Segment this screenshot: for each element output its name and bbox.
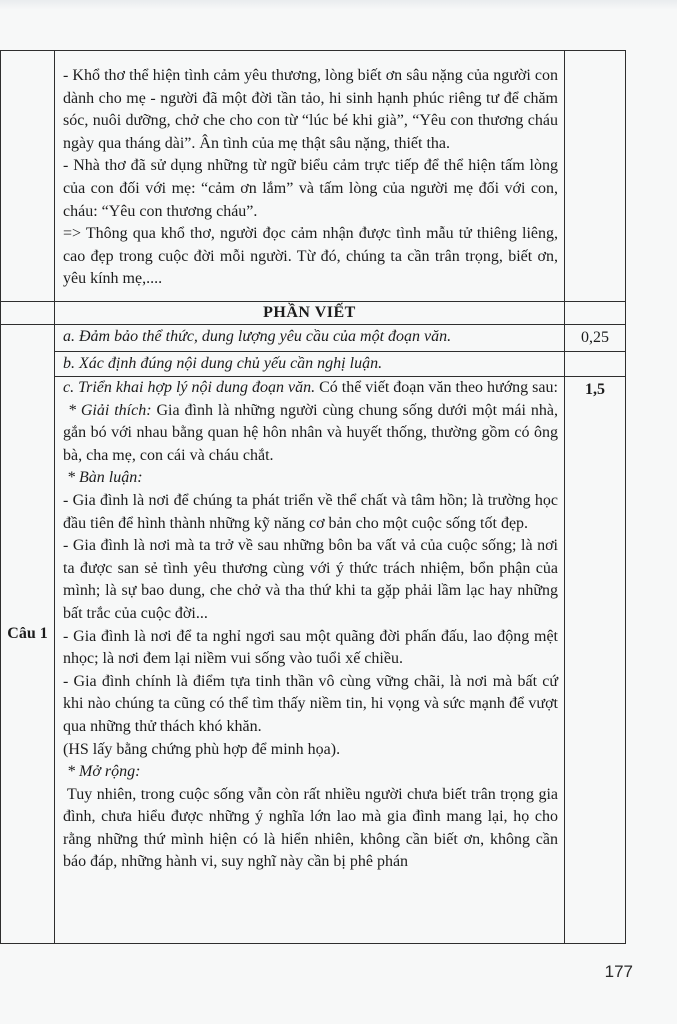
explain-text: Gia đình là những người cùng chung sống dưới một mái nhà, gắn bó với nhau bằng quan hệ hôn nhân và huyết thống, thường gồm có ông bà, cha mẹ, con cái và cháu chắt.: [63, 401, 559, 464]
criterion-c-row: [1, 377, 626, 944]
criterion-c-cell: [55, 377, 565, 944]
section-right-cell: [565, 302, 626, 325]
criterion-a-score: 0,25: [565, 325, 626, 352]
page-number: 177: [604, 962, 633, 981]
section-left-cell: [1, 302, 55, 325]
criterion-b: b. Xác định đúng nội dung chủ yếu cần nghị luận.: [55, 352, 565, 377]
reading-paragraph-1: - Khổ thơ thể hiện tình cảm yêu thương, lòng biết ơn sâu nặng của người con dành cho mẹ - người đã một đời tần tảo, hi sinh hạnh phúc riêng tư để chăm sóc, nuôi dưỡng, chở che cho con từ “lúc bé khi già”, “Yêu con thương cháu ngày qua tháng dài”. Ân tình của mẹ thật sâu nặng, thiết tha.: [63, 67, 558, 152]
criterion-a: a. Đảm bảo thể thức, dung lượng yêu cầu của một đoạn văn.: [55, 325, 565, 352]
criterion-c-heading-italic: c. Triển khai hợp lý nội dung đoạn văn.: [63, 379, 316, 396]
extend-text: Tuy nhiên, trong cuộc sống vẫn còn rất nhiều người chưa biết trân trọng gia đình, chưa hiểu được những ý nghĩa lớn lao mà gia đình mang lại, họ cho rằng những thứ mình hiện có là hiển nhiên, không cần biết ơn, không cần báo đáp, những hành vi, suy nghĩ này cần bị phê phán: [63, 785, 558, 871]
discuss-note: (HS lấy bằng chứng phù hợp để minh họa).: [63, 740, 341, 758]
criterion-b-row: [1, 352, 626, 377]
reading-paragraph-2: - Nhà thơ đã sử dụng những từ ngữ biểu cảm trực tiếp để thể hiện tấm lòng của con đối với mẹ: “cảm ơn lắm” và tấm lòng của người mẹ đối với con, cháu: “Yêu con thương cháu”.: [63, 157, 558, 220]
criterion-c-heading: [63, 377, 558, 400]
criterion-b-score: [565, 352, 626, 377]
reading-question-cell: [1, 51, 55, 302]
discuss-label: * Bàn luận:: [67, 469, 143, 487]
discuss-point-1: - Gia đình là nơi để chúng ta phát triển về thể chất và tâm hồn; là trường học đầu tiên để hình thành những kỹ năng cơ bản cho một cuộc sống tốt đẹp.: [63, 491, 558, 532]
explain-paragraph: [63, 400, 558, 468]
reading-score-cell: [565, 51, 626, 302]
section-title: PHẦN VIẾT: [55, 302, 565, 325]
discuss-point-2: - Gia đình là nơi mà ta trở về sau những bôn ba vất vả của cuộc sống; là nơi ta được san sẻ tình yêu thương cùng với ý thức trách nhiệm, bổn phận của mình; là sự bao dung, che chở và tha thứ khi ta gặp phải lầm lạc hay những bất trắc của cuộc đời...: [63, 537, 558, 622]
discuss-point-3: - Gia đình là nơi để ta nghỉ ngơi sau một quãng đời phấn đấu, lao động mệt nhọc; là nơi đem lại niềm vui sống vào tuổi xế chiều.: [63, 627, 558, 668]
explain-label: * Giải thích:: [67, 401, 152, 419]
discuss-point-4: - Gia đình chính là điểm tựa tinh thần vô cùng vững chãi, là nơi mà bất cứ khi nào chúng ta cũng có thể tìm thấy niềm tin, hi vọng và sức mạnh để vượt qua những thử thách khó khăn.: [63, 672, 558, 735]
question-label: Câu 1: [1, 325, 55, 944]
section-row: [1, 302, 626, 325]
reading-answer-cell: [55, 51, 565, 302]
criterion-a-row: [1, 325, 626, 352]
extend-label: * Mở rộng:: [67, 763, 141, 781]
reading-row: [1, 51, 626, 302]
criterion-c-score: 1,5: [565, 377, 626, 944]
answer-table: [0, 50, 626, 944]
page-top-edge: [0, 0, 677, 10]
reading-paragraph-3: => Thông qua khổ thơ, người đọc cảm nhận được tình mẫu tử thiêng liêng, cao đẹp trong cuộc đời mỗi người. Từ đó, chúng ta cần trân trọng, biết ơn, yêu kính mẹ,....: [63, 225, 558, 288]
criterion-c-heading-rest: Có thể viết đoạn văn theo hướng sau:: [315, 379, 558, 396]
